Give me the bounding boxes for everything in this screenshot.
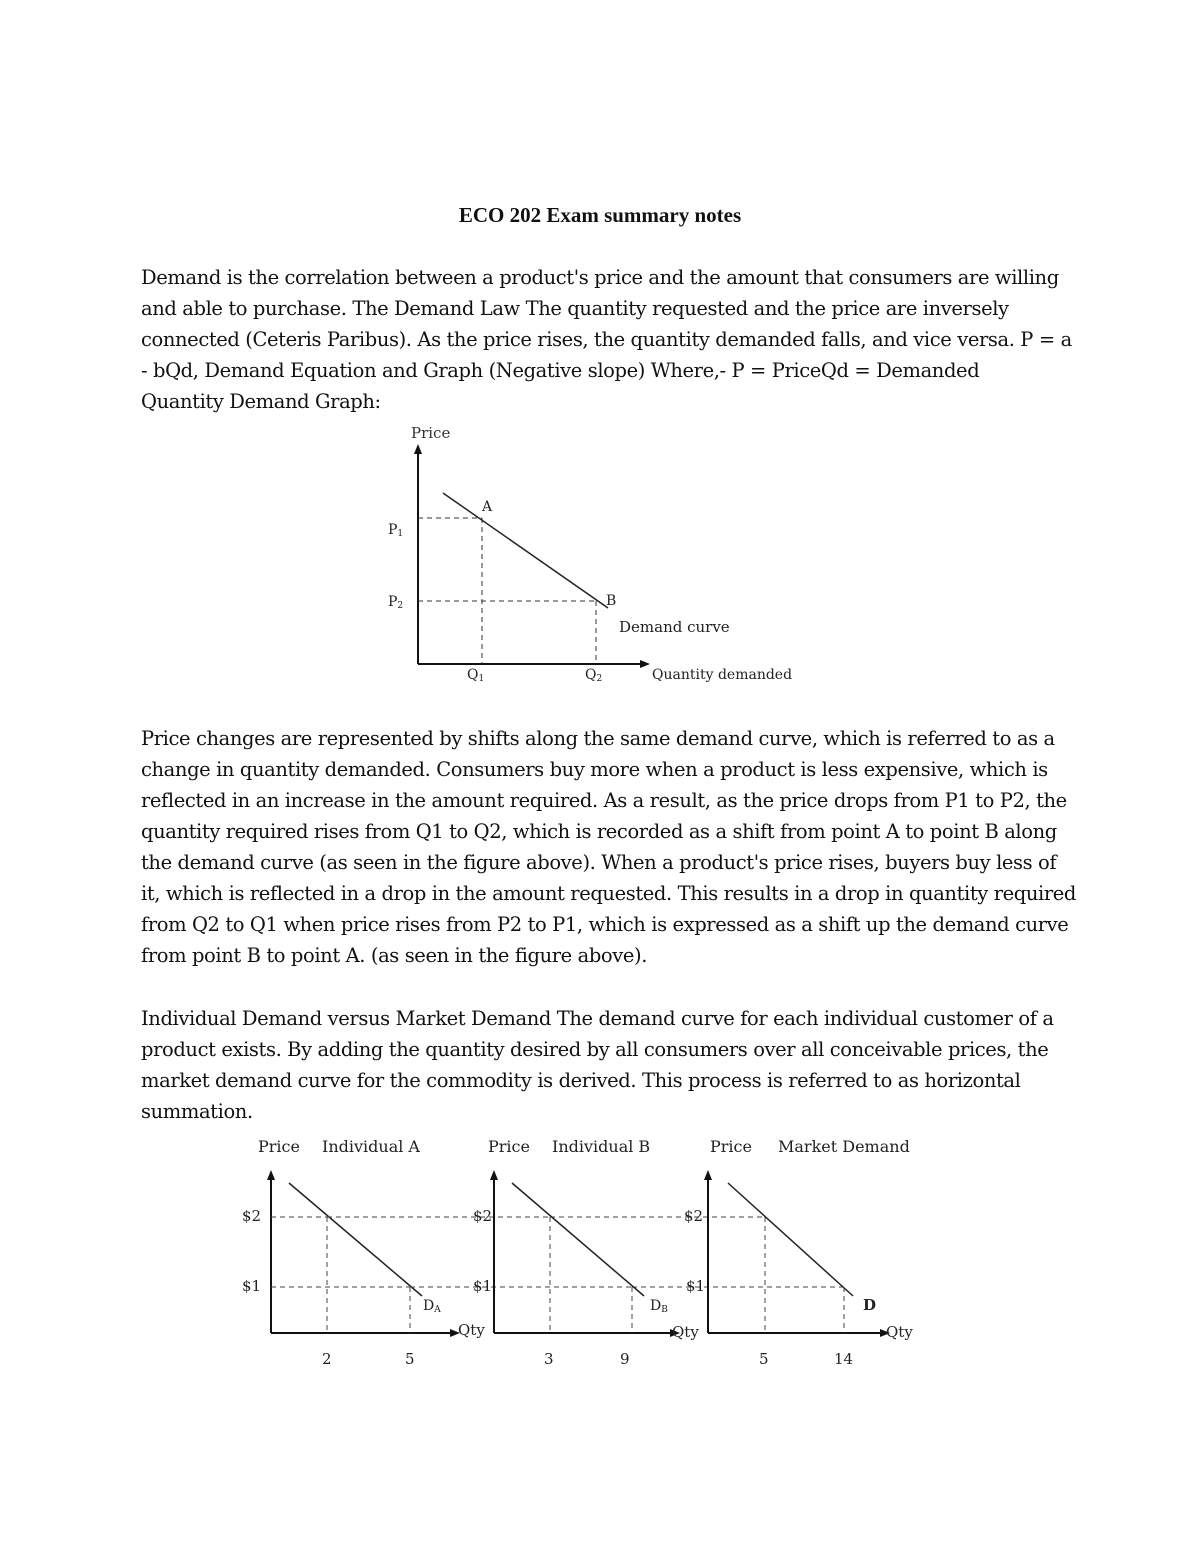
price-axis-label: Price: [258, 1137, 300, 1156]
page-title: ECO 202 Exam summary notes: [458, 203, 742, 227]
panel-individual-a: [242, 1137, 485, 1368]
price-low-label: $1: [473, 1277, 493, 1295]
paragraph-individual-vs-market: [141, 1003, 1066, 1127]
text-line: - bQd, Demand Equation and Graph (Negative slope) Where,- P = PriceQd = Demanded: [141, 359, 980, 382]
horizontal-summation-figure: [230, 1130, 930, 1375]
curve-label: DA: [423, 1298, 441, 1315]
qty-tick-label: 2: [322, 1350, 332, 1368]
text-line: Demand is the correlation between a product's price and the amount that consumers are willing: [141, 266, 1059, 289]
panel-individual-b: [473, 1137, 699, 1368]
p2-label: P2: [388, 594, 404, 611]
qty-tick-label: 5: [405, 1350, 415, 1368]
text-line: Price changes are represented by shifts along the same demand curve, which is referred to as a: [141, 727, 1055, 750]
text-line: product exists. By adding the quantity desired by all consumers over all conceivable prices, the: [141, 1038, 1049, 1061]
text-line: summation.: [141, 1100, 253, 1123]
price-high-label: $2: [684, 1207, 704, 1225]
y-axis-arrow-icon: [267, 1170, 275, 1180]
qty-tick-label: 5: [759, 1350, 769, 1368]
demand-curve-line: [443, 493, 608, 608]
qty-tick-label: 3: [544, 1350, 554, 1368]
qty-axis-label: Qty: [458, 1321, 485, 1339]
x-axis-arrow-icon: [640, 660, 650, 668]
p1-label: P1: [388, 522, 404, 539]
panel-market-demand: [684, 1137, 913, 1368]
y-axis-arrow-icon: [414, 444, 422, 454]
demand-curve-label: Demand curve: [619, 618, 730, 636]
demand-curve-figure: [380, 420, 830, 690]
qty-tick-label: 14: [834, 1350, 854, 1368]
text-line: quantity required rises from Q1 to Q2, which is recorded as a shift from point A to point B along: [141, 820, 1057, 843]
price-axis-label: Price: [488, 1137, 530, 1156]
price-low-label: $1: [686, 1277, 706, 1295]
curve-label: DB: [650, 1298, 668, 1315]
y-axis-label: Price: [411, 424, 451, 442]
point-a-label: A: [482, 499, 493, 515]
price-axis-label: Price: [710, 1137, 752, 1156]
paragraph-demand-definition: [141, 262, 1072, 417]
curve-label: D: [863, 1296, 877, 1314]
qty-tick-label: 9: [620, 1350, 630, 1368]
y-axis-arrow-icon: [490, 1170, 498, 1180]
text-line: change in quantity demanded. Consumers buy more when a product is less expensive, which is: [141, 758, 1048, 781]
text-line: from Q2 to Q1 when price rises from P2 to P1, which is expressed as a shift up the demand curve: [141, 913, 1069, 936]
price-low-label: $1: [242, 1277, 262, 1295]
price-high-label: $2: [473, 1207, 493, 1225]
demand-curve-d: [728, 1183, 853, 1296]
q1-label: Q1: [467, 667, 485, 684]
text-line: the demand curve (as seen in the figure above). When a product's price rises, buyers buy less of: [141, 851, 1057, 874]
demand-curve-da: [289, 1183, 422, 1296]
text-line: and able to purchase. The Demand Law The quantity requested and the price are inversely: [141, 297, 1009, 320]
paragraph-price-changes: [141, 723, 1076, 971]
q2-label: Q2: [585, 667, 603, 684]
text-line: it, which is reflected in a drop in the amount requested. This results in a drop in quantity required: [141, 882, 1076, 905]
text-line: Individual Demand versus Market Demand The demand curve for each individual customer of a: [141, 1007, 1054, 1030]
panel-title: Market Demand: [778, 1137, 910, 1156]
text-line: connected (Ceteris Paribus). As the price rises, the quantity demanded falls, and vice versa. P = a: [141, 328, 1072, 351]
panel-title: Individual B: [552, 1137, 651, 1156]
qty-axis-label: Qty: [886, 1323, 913, 1341]
point-b-label: B: [606, 593, 617, 609]
price-high-label: $2: [242, 1207, 262, 1225]
text-line: Quantity Demand Graph:: [141, 390, 381, 413]
text-line: from point B to point A. (as seen in the figure above).: [141, 944, 648, 967]
text-line: market demand curve for the commodity is derived. This process is referred to as horizontal: [141, 1069, 1021, 1092]
y-axis-arrow-icon: [704, 1170, 712, 1180]
demand-curve-db: [512, 1183, 644, 1296]
qty-axis-label: Qty: [672, 1323, 699, 1341]
panel-title: Individual A: [322, 1137, 420, 1156]
text-line: reflected in an increase in the amount required. As a result, as the price drops from P1 to P2, the: [141, 789, 1067, 812]
x-axis-label: Quantity demanded: [652, 667, 793, 683]
